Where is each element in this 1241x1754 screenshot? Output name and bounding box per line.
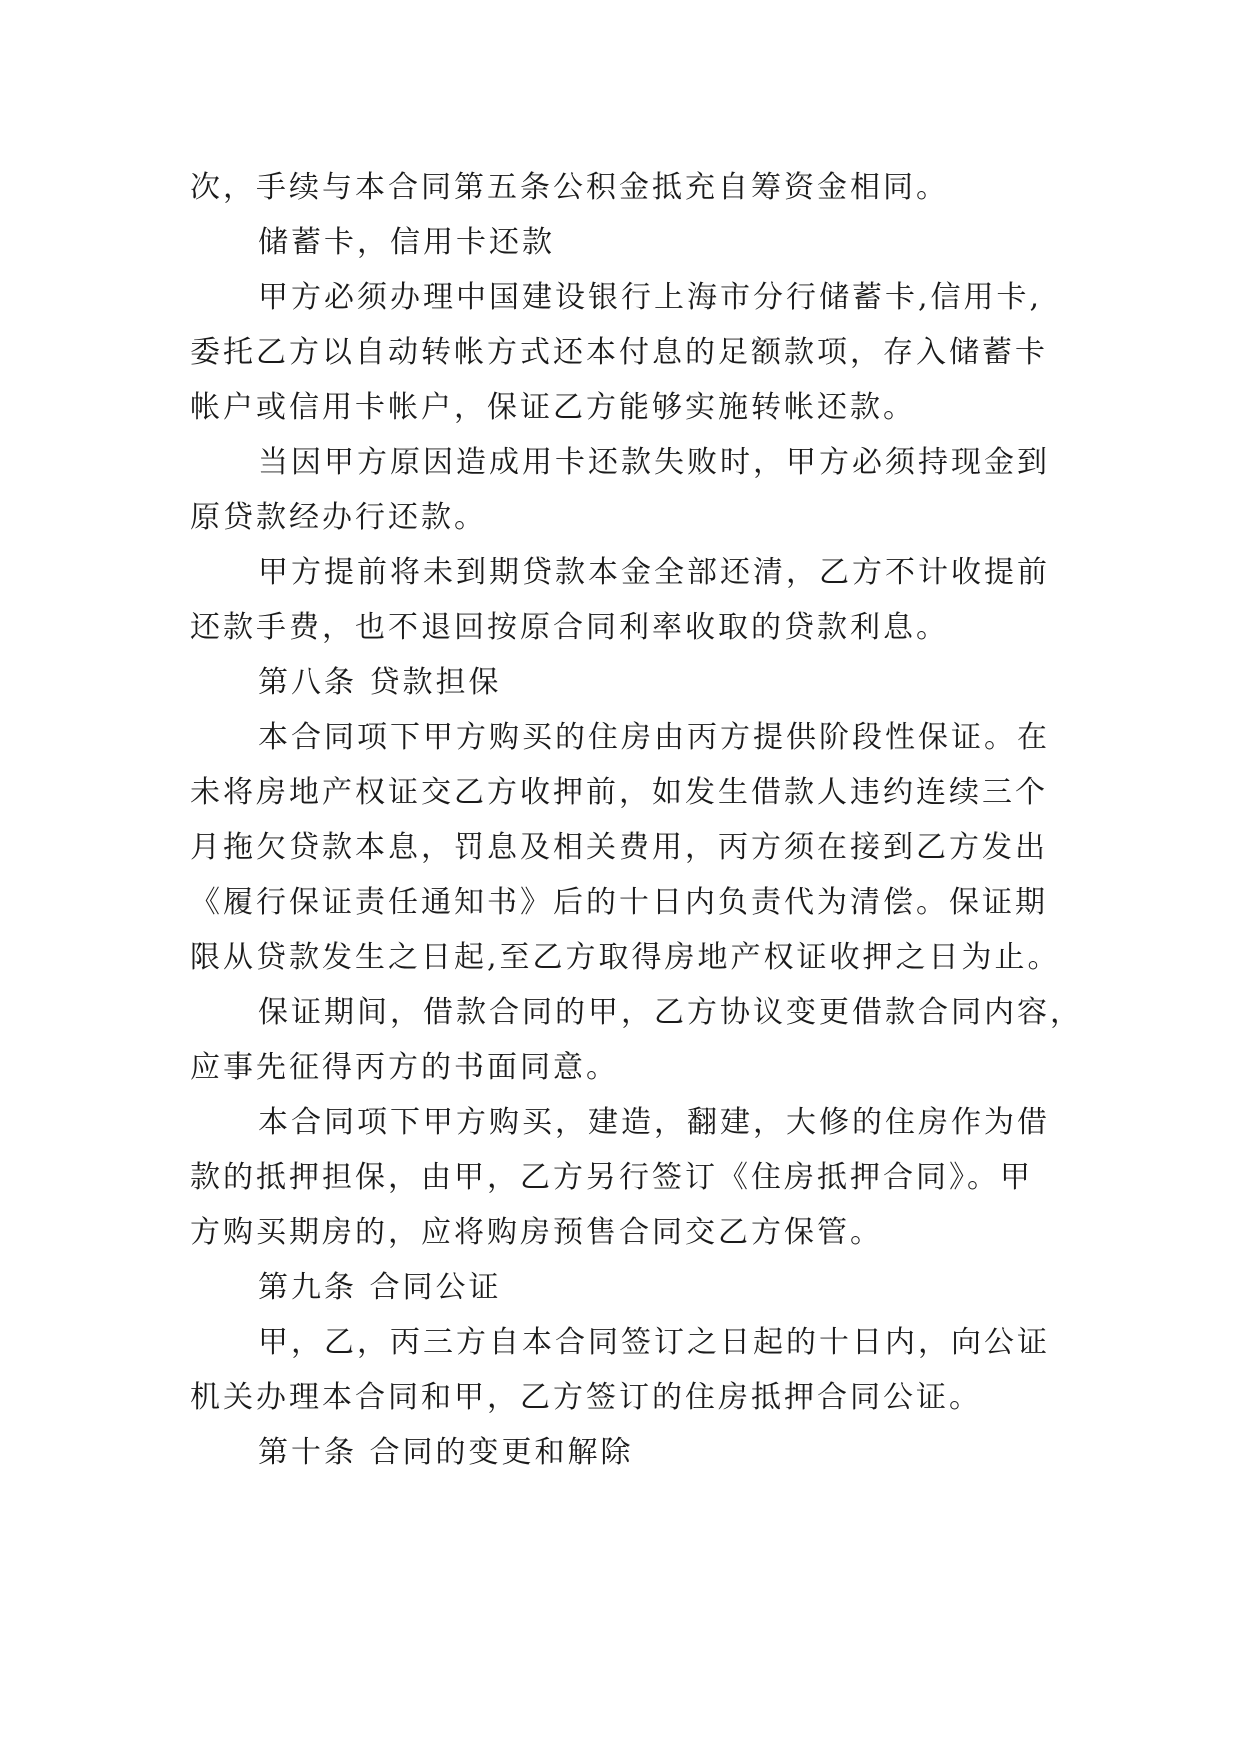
paragraph-line: 限从贷款发生之日起,至乙方取得房地产权证收押之日为止。 xyxy=(190,940,1061,975)
section-heading: 第九条 合同公证 xyxy=(258,1270,502,1305)
paragraph-line: 款的抵押担保，由甲，乙方另行签订《住房抵押合同》。甲 xyxy=(190,1160,1033,1195)
paragraph-line: 委托乙方以自动转帐方式还本付息的足额款项，存入储蓄卡 xyxy=(190,335,1048,370)
section-heading: 第八条 贷款担保 xyxy=(258,665,502,700)
paragraph-line: 方购买期房的，应将购房预售合同交乙方保管。 xyxy=(190,1215,883,1250)
paragraph-line: 本合同项下甲方购买，建造，翻建，大修的住房作为借 xyxy=(258,1105,1050,1140)
paragraph-line: 次，手续与本合同第五条公积金抵充自筹资金相同。 xyxy=(190,170,949,205)
paragraph-line: 帐户或信用卡帐户，保证乙方能够实施转帐还款。 xyxy=(190,390,916,425)
paragraph-line: 保证期间，借款合同的甲，乙方协议变更借款合同内容， xyxy=(258,995,1083,1030)
paragraph-line: 原贷款经办行还款。 xyxy=(190,500,487,535)
paragraph-line: 《履行保证责任通知书》后的十日内负责代为清偿。保证期 xyxy=(190,885,1048,920)
paragraph-line: 应事先征得丙方的书面同意。 xyxy=(190,1050,619,1085)
paragraph-line: 储蓄卡，信用卡还款 xyxy=(258,225,555,260)
paragraph-line: 甲方提前将未到期贷款本金全部还清，乙方不计收提前 xyxy=(258,555,1050,590)
paragraph-line: 本合同项下甲方购买的住房由丙方提供阶段性保证。在 xyxy=(258,720,1050,755)
paragraph-line: 甲方必须办理中国建设银行上海市分行储蓄卡,信用卡, xyxy=(258,280,1043,315)
paragraph-line: 月拖欠贷款本息，罚息及相关费用，丙方须在接到乙方发出 xyxy=(190,830,1048,865)
paragraph-line: 当因甲方原因造成用卡还款失败时，甲方必须持现金到 xyxy=(258,445,1050,480)
section-heading: 第十条 合同的变更和解除 xyxy=(258,1435,634,1470)
paragraph-line: 还款手费，也不退回按原合同利率收取的贷款利息。 xyxy=(190,610,949,645)
paragraph-line: 未将房地产权证交乙方收押前，如发生借款人违约连续三个 xyxy=(190,775,1048,810)
paragraph-line: 机关办理本合同和甲，乙方签订的住房抵押合同公证。 xyxy=(190,1380,982,1415)
paragraph-line: 甲，乙，丙三方自本合同签订之日起的十日内，向公证 xyxy=(258,1325,1050,1360)
